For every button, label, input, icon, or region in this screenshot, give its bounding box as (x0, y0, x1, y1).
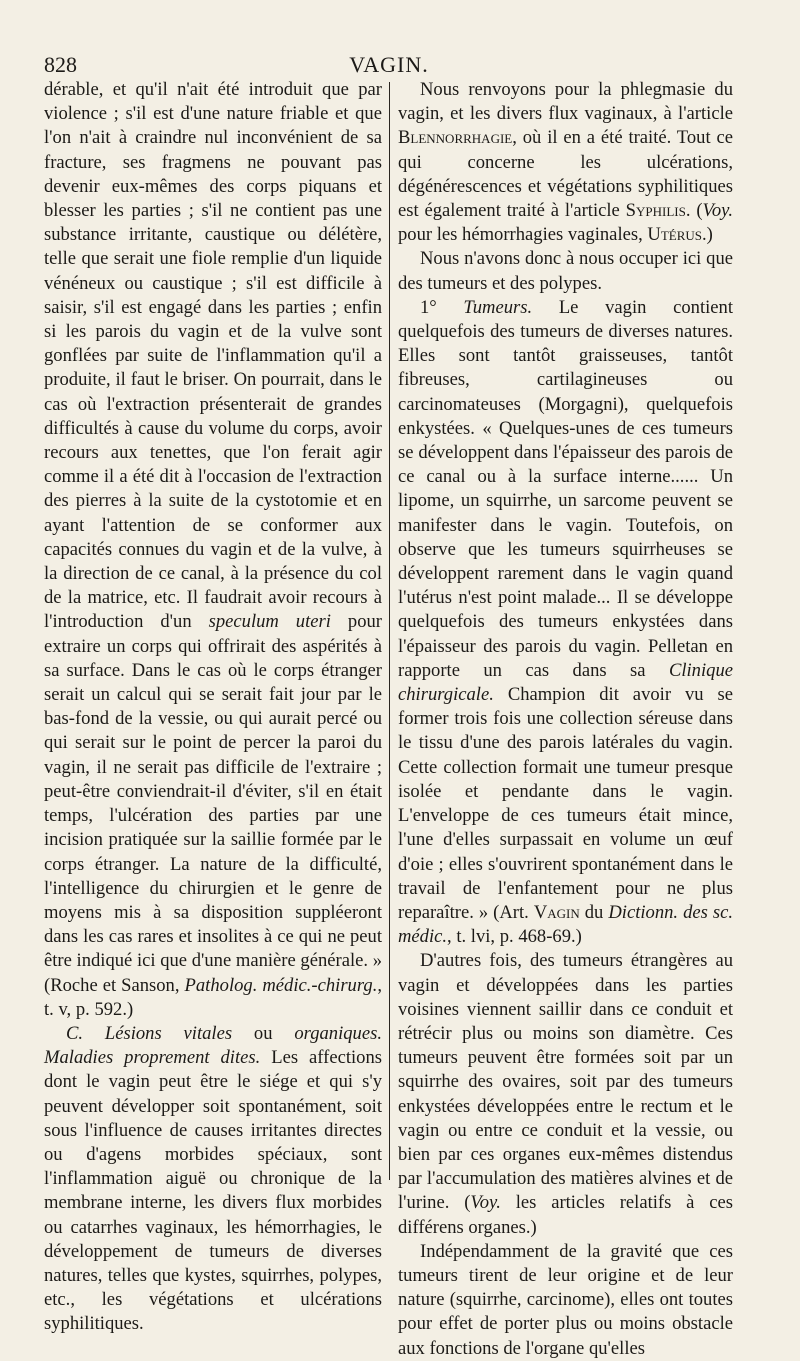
paragraph-foreign-body-extraction: dérable, et qu'il n'ait été introduit que par violence ; s'il est d'une nature friable et que l'on n'ait à craindre nul inconvénient de sa fracture, ses fragmens ne pouvant pas devenir eux-mêmes des corps piquans et blesser les parties ; s'il ne contient pas une substance irritante, caustique ou délétère, telle que serait une fiole remplie d'un liquide vénéneux ou caustique ; s'il est difficile à saisir, s'il est engagé dans les parties ; enfin si les parois du vagin et de la vulve sont gonflées par suite de l'inflammation qu'il a produite, il faut le briser. On pourrait, dans le cas où l'extraction présenterait de grandes difficultés à cause du volume du corps, avoir recours aux tenettes, que l'on ferait agir comme il a été dit à l'occasion de l'extraction des pierres à la suite de la cystotomie et en ayant l'attention de se conformer aux capacités connues du vagin et de la vulve, à la direction de ce canal, à la présence du col de la matrice, etc. Il faudrait avoir recours à l'introduction d'un speculum uteri pour extraire un corps qui offrirait des aspérités à sa surface. Dans le cas où le corps étranger serait un calcul qui se serait fait jour par le bas-fond de la vessie, ou qui aurait percé ou qui serait sur le point de percer la paroi du vagin, il ne serait pas difficile de l'extraire ; peut-être conviendrait-il d'éviter, s'il en était temps, l'ulcération des parties par une incision pratiquée sur la saillie formée par le corps étranger. La nature de la difficulté, l'intelligence du chirurgien et le genre de moyens mis à sa disposition suppléeront dans les cas rares et insolites à ce qui ne peut être indiqué ici que d'une manière générale. » (Roche et Sanson, Patholog. médic.-chirurg., t. v, p. 592.) (44, 79, 382, 1020)
paragraph-gravity: Indépendamment de la gravité que ces tumeurs tirent de leur origine et de leur nature (squirrhe, carcinome), elles ont toutes pour effet de porter plus ou moins obstacle aux fonctions de l'organe qu'elles (398, 1240, 733, 1359)
paragraph-vital-lesions: C. Lésions vitales ou organiques. Maladies proprement dites. Les affections dont le vagin peut être le siége et qui s'y peuvent développer soit spontanément, soit sous l'influence de causes irritantes directes ou d'agens morbides spéciaux, sont l'inflammation aiguë ou chronique de la membrane interne, les divers flux morbides ou catarrhes vaginaux, les hémorrhagies, le développement de tumeurs de diverses natures, telles que kystes, squirrhes, polypes, etc., les végétations et ulcérations syphilitiques. (44, 1022, 382, 1335)
paragraph-foreign-tumours: D'autres fois, des tumeurs étrangères au vagin et développées dans les parties voisines viennent saillir dans ce conduit et rétrécir plus ou moins son diamètre. Ces tumeurs peuvent être formées soit par un squirrhe des ovaires, soit par des tumeurs enkystées développées entre le rectum et le vagin ou entre ce conduit et la vessie, ou bien par ces organes eux-mêmes distendus par l'accumulation des matières alvines et de l'urine. (Voy. les articles relatifs à ces différens organes.) (398, 950, 733, 1238)
paragraph-references: Nous renvoyons pour la phlegmasie du vagin, et les divers flux vaginaux, à l'article Blennorrhagie, où il en a été traité. Tout ce qui concerne les ulcérations, dégénérescences et végétations syphilitiques est également traité à l'article Syphilis. (Voy. pour les hémorrhagies vaginales, Utérus.) (398, 79, 733, 246)
left-column (44, 78, 382, 1337)
section-heading: C. Lésions vitales (66, 1022, 233, 1044)
subsection-heading: Tumeurs. (463, 296, 533, 318)
running-title: VAGIN. (349, 52, 429, 77)
citation-title: Patholog. médic.-chirurg. (184, 974, 378, 996)
section-heading-cont: organiques. Maladies proprement dites. (44, 1022, 382, 1069)
italic-term: speculum uteri (208, 611, 331, 633)
page-number: 828 (44, 52, 77, 77)
column-divider (389, 82, 390, 1180)
right-column (398, 78, 733, 1361)
paragraph-tumeurs: 1° Tumeurs. Le vagin contient quelquefois des tumeurs de diverses natures. Elles sont tantôt graisseuses, tantôt fibreuses, cartilagineuses ou carcinomateuses (Morgagni), quelquefois enkystées. « Quelques-unes de ces tumeurs se développent dans l'épaisseur des parois de ce canal ou à la surface interne...... Un lipome, un squirrhe, un sarcome peuvent se manifester dans le vagin. Toutefois, on observe que les tumeurs squirrheuses se développent rarement dans le vagin quand l'utérus n'est point malade... Il se développe quelquefois des tumeurs enkystées dans l'épaisseur des parois du vagin. Pelletan en rapporte un cas dans sa Clinique chirurgicale. Champion dit avoir vu se former trois fois une collection séreuse dans le tissu d'une des parois latérales du vagin. Cette collection formait une tumeur presque isolée et pendante dans le vagin. L'enveloppe de ces tumeurs était mince, l'une d'elles surpassait en volume un œuf d'oie ; elles s'ouvrirent spontanément dans le travail de l'enfantement pour ne plus reparaître. » (Art. Vagin du Dictionn. des sc. médic., t. lvi, p. 468-69.) (398, 296, 733, 948)
paragraph-scope: Nous n'avons donc à nous occuper ici que des tumeurs et des polypes. (398, 248, 733, 294)
